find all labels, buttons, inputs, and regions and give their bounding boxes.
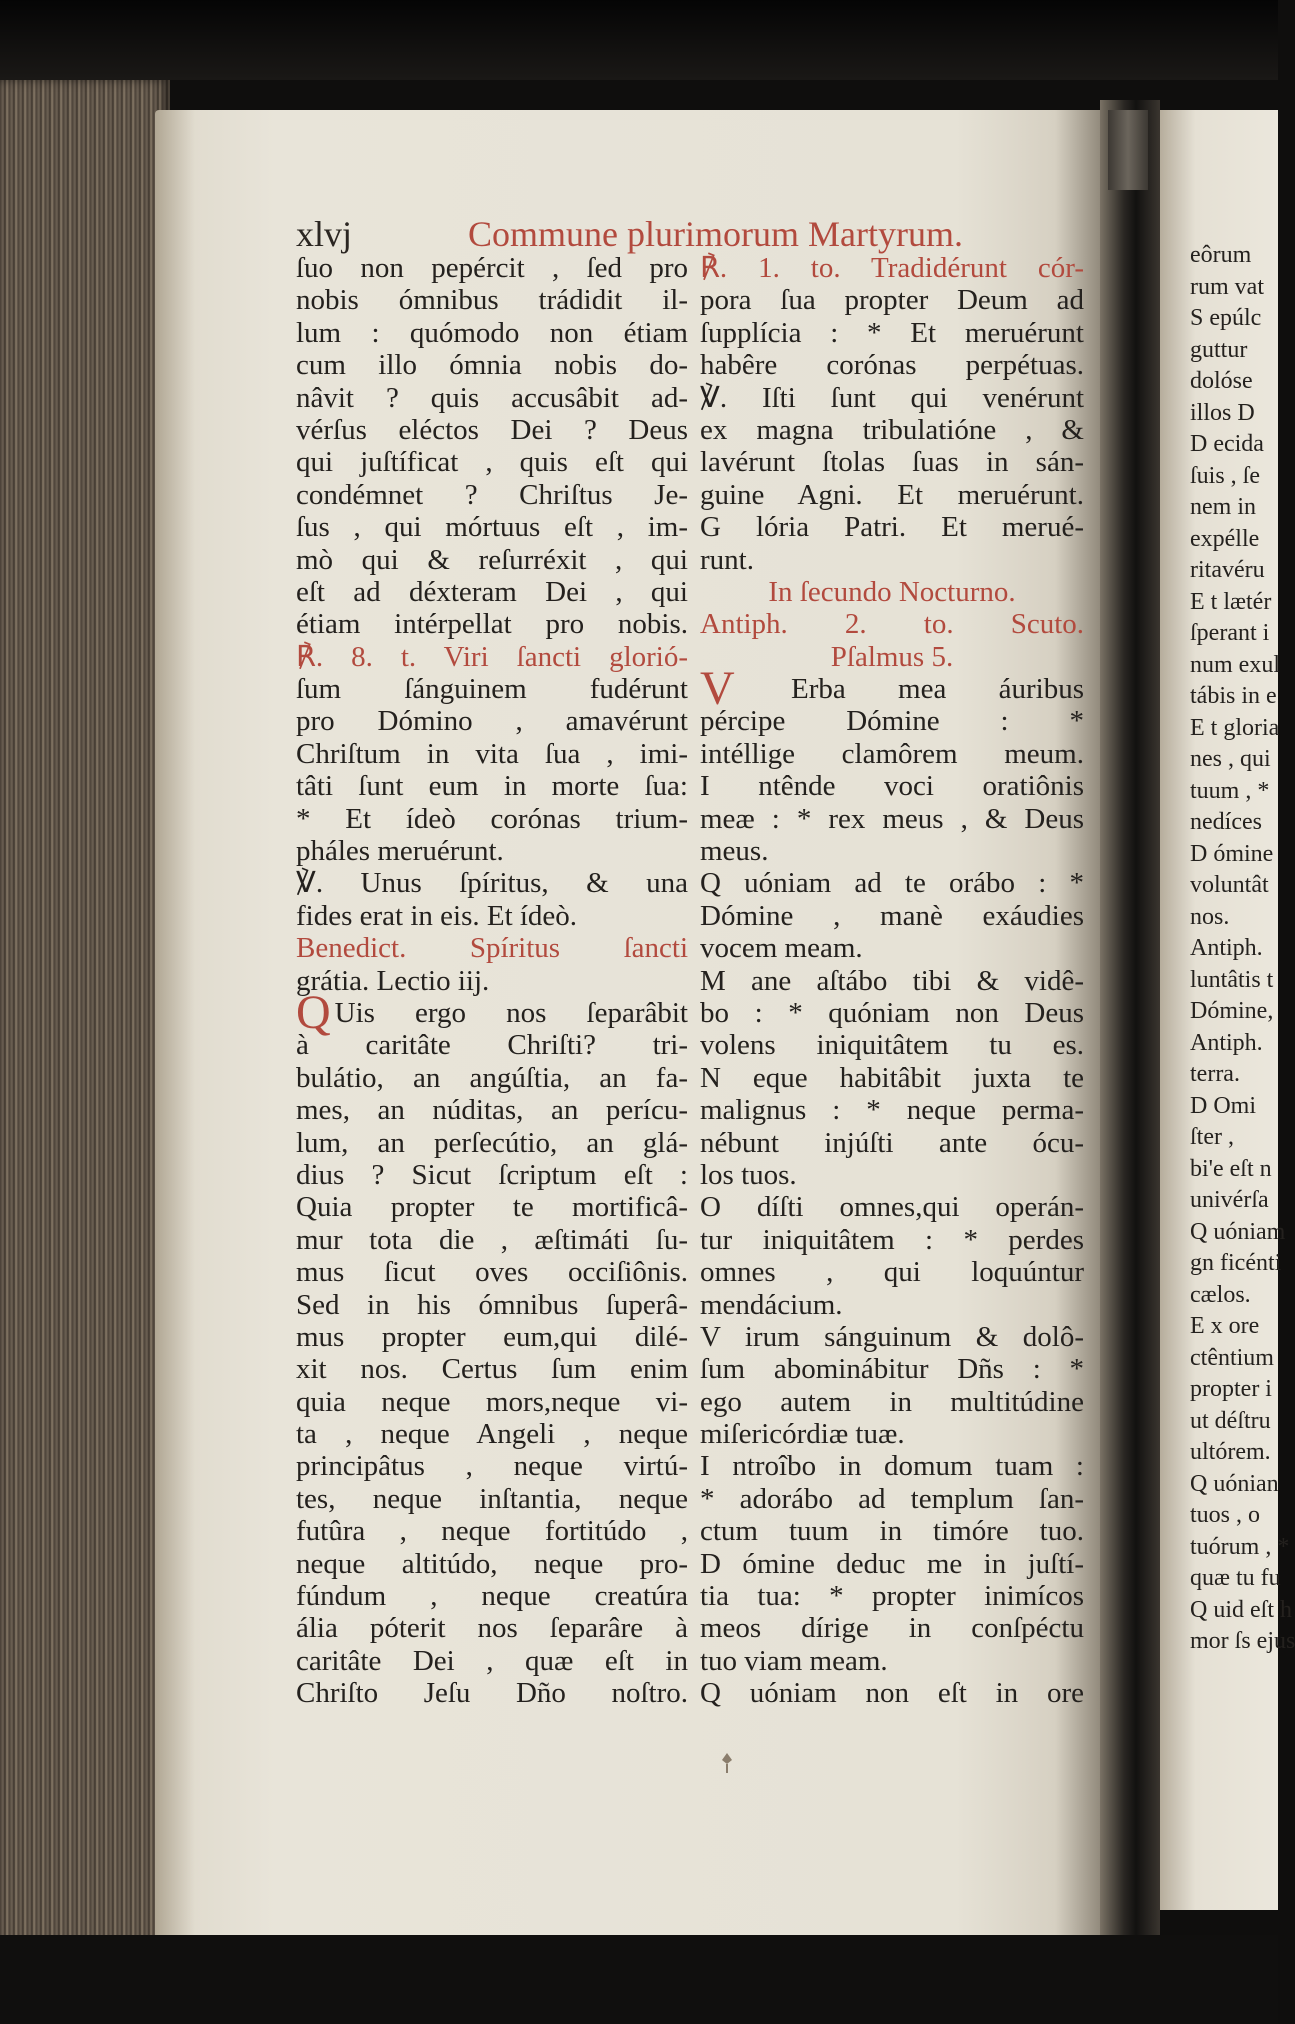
text-line: ália póterit nos ſeparâre à — [296, 1612, 688, 1645]
facing-text-line: Q uid eſt h — [1190, 1596, 1292, 1623]
text-line: meos dírige in conſpéctu — [700, 1612, 1084, 1645]
facing-text-line: univérſa — [1190, 1187, 1269, 1213]
text-line: guine Agni. Et meruérunt. — [700, 478, 1084, 511]
text-line: ſum abominábitur Dñs : * — [700, 1353, 1084, 1386]
text-line: fides erat in eis. Et ídeò. — [296, 899, 578, 932]
text-line: intéllige clamôrem meum. — [700, 737, 1084, 770]
text-line: Antiph. 2. to. Scuto. — [700, 608, 1084, 641]
drop-cap: Q — [296, 985, 331, 1039]
facing-text-line: luntâtis t — [1190, 966, 1274, 993]
facing-text-line: E x ore — [1190, 1313, 1260, 1339]
text-line: fúndum , neque creatúra — [296, 1580, 688, 1613]
text-line: bo : * quóniam non Deus — [700, 996, 1084, 1029]
facing-text-line: nos. — [1190, 903, 1230, 930]
folio-number: xlvj — [296, 214, 353, 254]
facing-text-line: quæ tu fu — [1190, 1565, 1281, 1591]
background-top — [0, 0, 1278, 80]
text-line: meus. — [700, 835, 769, 868]
text-line: Sed in his ómnibus ſuperâ- — [296, 1288, 688, 1321]
facing-text-line: Antiph. — [1190, 1029, 1263, 1056]
text-line: V Erba mea áuribus — [700, 662, 1084, 716]
text-line: bulátio, an angúſtia, an fa- — [296, 1061, 688, 1094]
text-line: G lória Patri. Et merué- — [700, 511, 1084, 544]
text-line: étiam intérpellat pro nobis. — [296, 608, 688, 641]
facing-text-line: D Omi — [1190, 1092, 1256, 1119]
facing-text-line: D ecida — [1190, 431, 1264, 457]
facing-text-line: cælos. — [1190, 1281, 1251, 1308]
text-line: * adorábo ad templum ſan- — [700, 1482, 1084, 1515]
text-line: ℣. Iſti ſunt qui venérunt — [700, 381, 1084, 414]
facing-page-text — [1190, 240, 1295, 1658]
running-title: Commune plurimorum Martyrum. — [468, 214, 963, 254]
facing-text-line: illos D — [1190, 399, 1255, 426]
text-line: mus propter eum,qui dilé- — [296, 1320, 688, 1353]
text-line: ℣. Unus ſpíritus, & una — [296, 867, 688, 900]
text-line: tes, neque inſtantia, neque — [296, 1482, 688, 1515]
text-line: à caritâte Chriſti? tri- — [296, 1029, 688, 1062]
left-text-column — [296, 252, 688, 1710]
facing-text-line: voluntât — [1190, 872, 1269, 898]
text-line: mendácium. — [700, 1288, 843, 1321]
text-line: ta , neque Angeli , neque — [296, 1418, 688, 1451]
text-line: mur tota die , æſtimáti ſu- — [296, 1223, 688, 1256]
text-line: ctum tuum in timóre tuo. — [700, 1515, 1084, 1548]
facing-text-line: ſuis , ſe — [1190, 462, 1260, 489]
text-line: ſuo non pepércit , ſed pro — [296, 252, 688, 284]
text-line: D ómine deduc me in juſtí- — [700, 1547, 1084, 1580]
text-line: principâtus , neque virtú- — [296, 1450, 688, 1483]
text-line: tuo viam meam. — [700, 1644, 888, 1677]
facing-text-line: E t lætér — [1190, 588, 1272, 615]
text-line: lum : quómodo non étiam — [296, 316, 688, 349]
text-line: tâti ſunt eum in morte ſua: — [296, 770, 688, 803]
facing-text-line: num exul — [1190, 651, 1280, 678]
bookmark-ribbon — [1108, 110, 1148, 190]
text-line: nobis ómnibus trádidit il- — [296, 284, 688, 317]
text-line: N eque habitâbit juxta te — [700, 1061, 1084, 1094]
text-line: mes, an núditas, an perícu- — [296, 1094, 688, 1127]
text-line: futûra , neque fortitúdo , — [296, 1515, 688, 1548]
text-line: xit nos. Certus ſum enim — [296, 1353, 688, 1386]
text-line: Quia propter te mortificâ- — [296, 1191, 688, 1224]
text-line: vérſus eléctos Dei ? Deus — [296, 413, 688, 446]
facing-text-line: eôrum — [1190, 242, 1252, 268]
facing-text-line: D ómine — [1190, 840, 1274, 867]
facing-text-line: ultórem. — [1190, 1439, 1271, 1465]
right-text-column — [700, 252, 1084, 1710]
facing-text-line: gn ficénti — [1190, 1250, 1282, 1276]
text-line: los tuos. — [700, 1158, 797, 1191]
facing-text-line: expélle — [1190, 525, 1260, 552]
facing-text-line: tuórum , * — [1190, 1533, 1290, 1560]
text-line: dius ? Sicut ſcriptum eſt : — [296, 1158, 688, 1191]
text-line: omnes , qui loquúntur — [700, 1256, 1084, 1289]
text-line: Q uóniam non eſt in ore — [700, 1677, 1084, 1710]
facing-text-line: nedíces — [1190, 809, 1262, 835]
text-line: ℟. 1. to. Tradidérunt cór- — [700, 252, 1084, 284]
text-line: pércipe Dómine : * — [700, 705, 1084, 738]
text-line: grátia. Lectio iij. — [296, 964, 490, 997]
facing-text-line: mor ſs ejus — [1190, 1628, 1295, 1654]
book-gutter — [1100, 100, 1160, 1960]
text-line: Pſalmus 5. — [830, 640, 954, 673]
facing-text-line: ritavéru — [1190, 557, 1265, 583]
text-line: ℟. 8. t. Viri ſancti glorió- — [296, 640, 688, 673]
facing-text-line: Q uóniam — [1190, 1218, 1286, 1245]
facing-text-line: tábis in e — [1190, 683, 1277, 709]
text-line: V irum sánguinum & dolô- — [700, 1320, 1084, 1353]
facing-text-line: S epúlc — [1190, 305, 1262, 331]
facing-text-line: tuos , o — [1190, 1502, 1261, 1528]
text-line: meæ : * rex meus , & Deus — [700, 802, 1084, 835]
facing-text-line: Q uónian — [1190, 1470, 1279, 1497]
facing-text-line: terra. — [1190, 1061, 1240, 1087]
text-line: habêre corónas perpétuas. — [700, 349, 1084, 382]
drop-cap: V — [700, 662, 735, 716]
text-line: * Et ídeò corónas trium- — [296, 802, 688, 835]
text-line: lum, an perſecútio, an glá- — [296, 1126, 688, 1159]
text-line: eſt ad déxteram Dei , qui — [296, 575, 688, 608]
text-line: pora ſua propter Deum ad — [700, 284, 1084, 317]
text-line: Benedict. Spíritus ſancti — [296, 932, 688, 965]
text-line: O díſti omnes,qui operán- — [700, 1191, 1084, 1224]
text-line: nâvit ? quis accusâbit ad- — [296, 381, 688, 414]
text-line: mò qui & reſurréxit , qui — [296, 543, 688, 576]
text-line: lavérunt ſtolas ſuas in sán- — [700, 446, 1084, 479]
facing-text-line: Dómine, — [1190, 998, 1274, 1024]
text-line: pháles meruérunt. — [296, 835, 504, 868]
text-line: Chriſtum in vita ſua , imi- — [296, 737, 688, 770]
text-line: tur iniquitâtem : * perdes — [700, 1223, 1084, 1256]
facing-text-line: ſter , — [1190, 1124, 1234, 1150]
text-line: ſum ſánguinem fudérunt — [296, 673, 688, 706]
text-line: malignus : * neque perma- — [700, 1094, 1084, 1127]
text-line: quia neque mors,neque vi- — [296, 1385, 688, 1418]
facing-text-line: ut déſtru — [1190, 1407, 1271, 1434]
text-line: Dómine , manè exáudies — [700, 899, 1084, 932]
facing-text-line: dolóse — [1190, 368, 1253, 394]
text-line: ſus , qui mórtuus eſt , im- — [296, 511, 688, 544]
text-line: nébunt injúſti ante ócu- — [700, 1126, 1084, 1159]
facing-text-line: E t gloria — [1190, 714, 1280, 741]
text-line: cum illo ómnia nobis do- — [296, 349, 688, 382]
facing-text-line: Antiph. — [1190, 935, 1263, 961]
facing-text-line: bi'e eſt n — [1190, 1155, 1272, 1182]
text-line: neque altitúdo, neque pro- — [296, 1547, 688, 1580]
text-line: vocem meam. — [700, 932, 863, 965]
facing-text-line: tuum , * — [1190, 777, 1270, 804]
facing-text-line: ſperant i — [1190, 620, 1270, 646]
text-line: Chriſto Jeſu Dño noſtro. — [296, 1677, 688, 1710]
facing-text-line: propter i — [1190, 1376, 1272, 1402]
text-line: Q uóniam ad te orábo : * — [700, 867, 1084, 900]
text-line: pro Dómino , amavérunt — [296, 705, 688, 738]
text-line: ſupplícia : * Et meruérunt — [700, 316, 1084, 349]
facing-text-line: guttur — [1190, 336, 1248, 363]
facing-text-line: nes , qui — [1190, 746, 1271, 772]
ornament-icon — [718, 1752, 736, 1774]
text-line: tia tua: * propter inimícos — [700, 1580, 1084, 1613]
text-line: I ntênde voci oratiônis — [700, 770, 1084, 803]
text-line: ego autem in multitúdine — [700, 1385, 1084, 1418]
text-line: qui juſtíficat , quis eſt qui — [296, 446, 688, 479]
text-line: I ntroîbo in domum tuam : — [700, 1450, 1084, 1483]
text-line: condémnet ? Chriſtus Je- — [296, 478, 688, 511]
text-line: volens iniquitâtem tu es. — [700, 1029, 1084, 1062]
text-line: mus ſicut oves occiſiônis. — [296, 1256, 688, 1289]
facing-text-line: nem in — [1190, 494, 1256, 520]
text-line: In ſecundo Nocturno. — [768, 575, 1016, 608]
text-line: Q Uis ergo nos ſeparâbit — [296, 985, 688, 1039]
background-bottom — [0, 1935, 1278, 2024]
page-edges — [0, 80, 170, 1960]
text-line: M ane aſtábo tibi & vidê- — [700, 964, 1084, 997]
text-line: runt. — [700, 543, 754, 576]
facing-text-line: ctêntium — [1190, 1344, 1274, 1371]
facing-text-line: rum vat — [1190, 273, 1264, 300]
text-line: caritâte Dei , quæ eſt in — [296, 1644, 688, 1677]
text-line: miſericórdiæ tuæ. — [700, 1418, 905, 1451]
text-line: ex magna tribulatióne , & — [700, 413, 1084, 446]
